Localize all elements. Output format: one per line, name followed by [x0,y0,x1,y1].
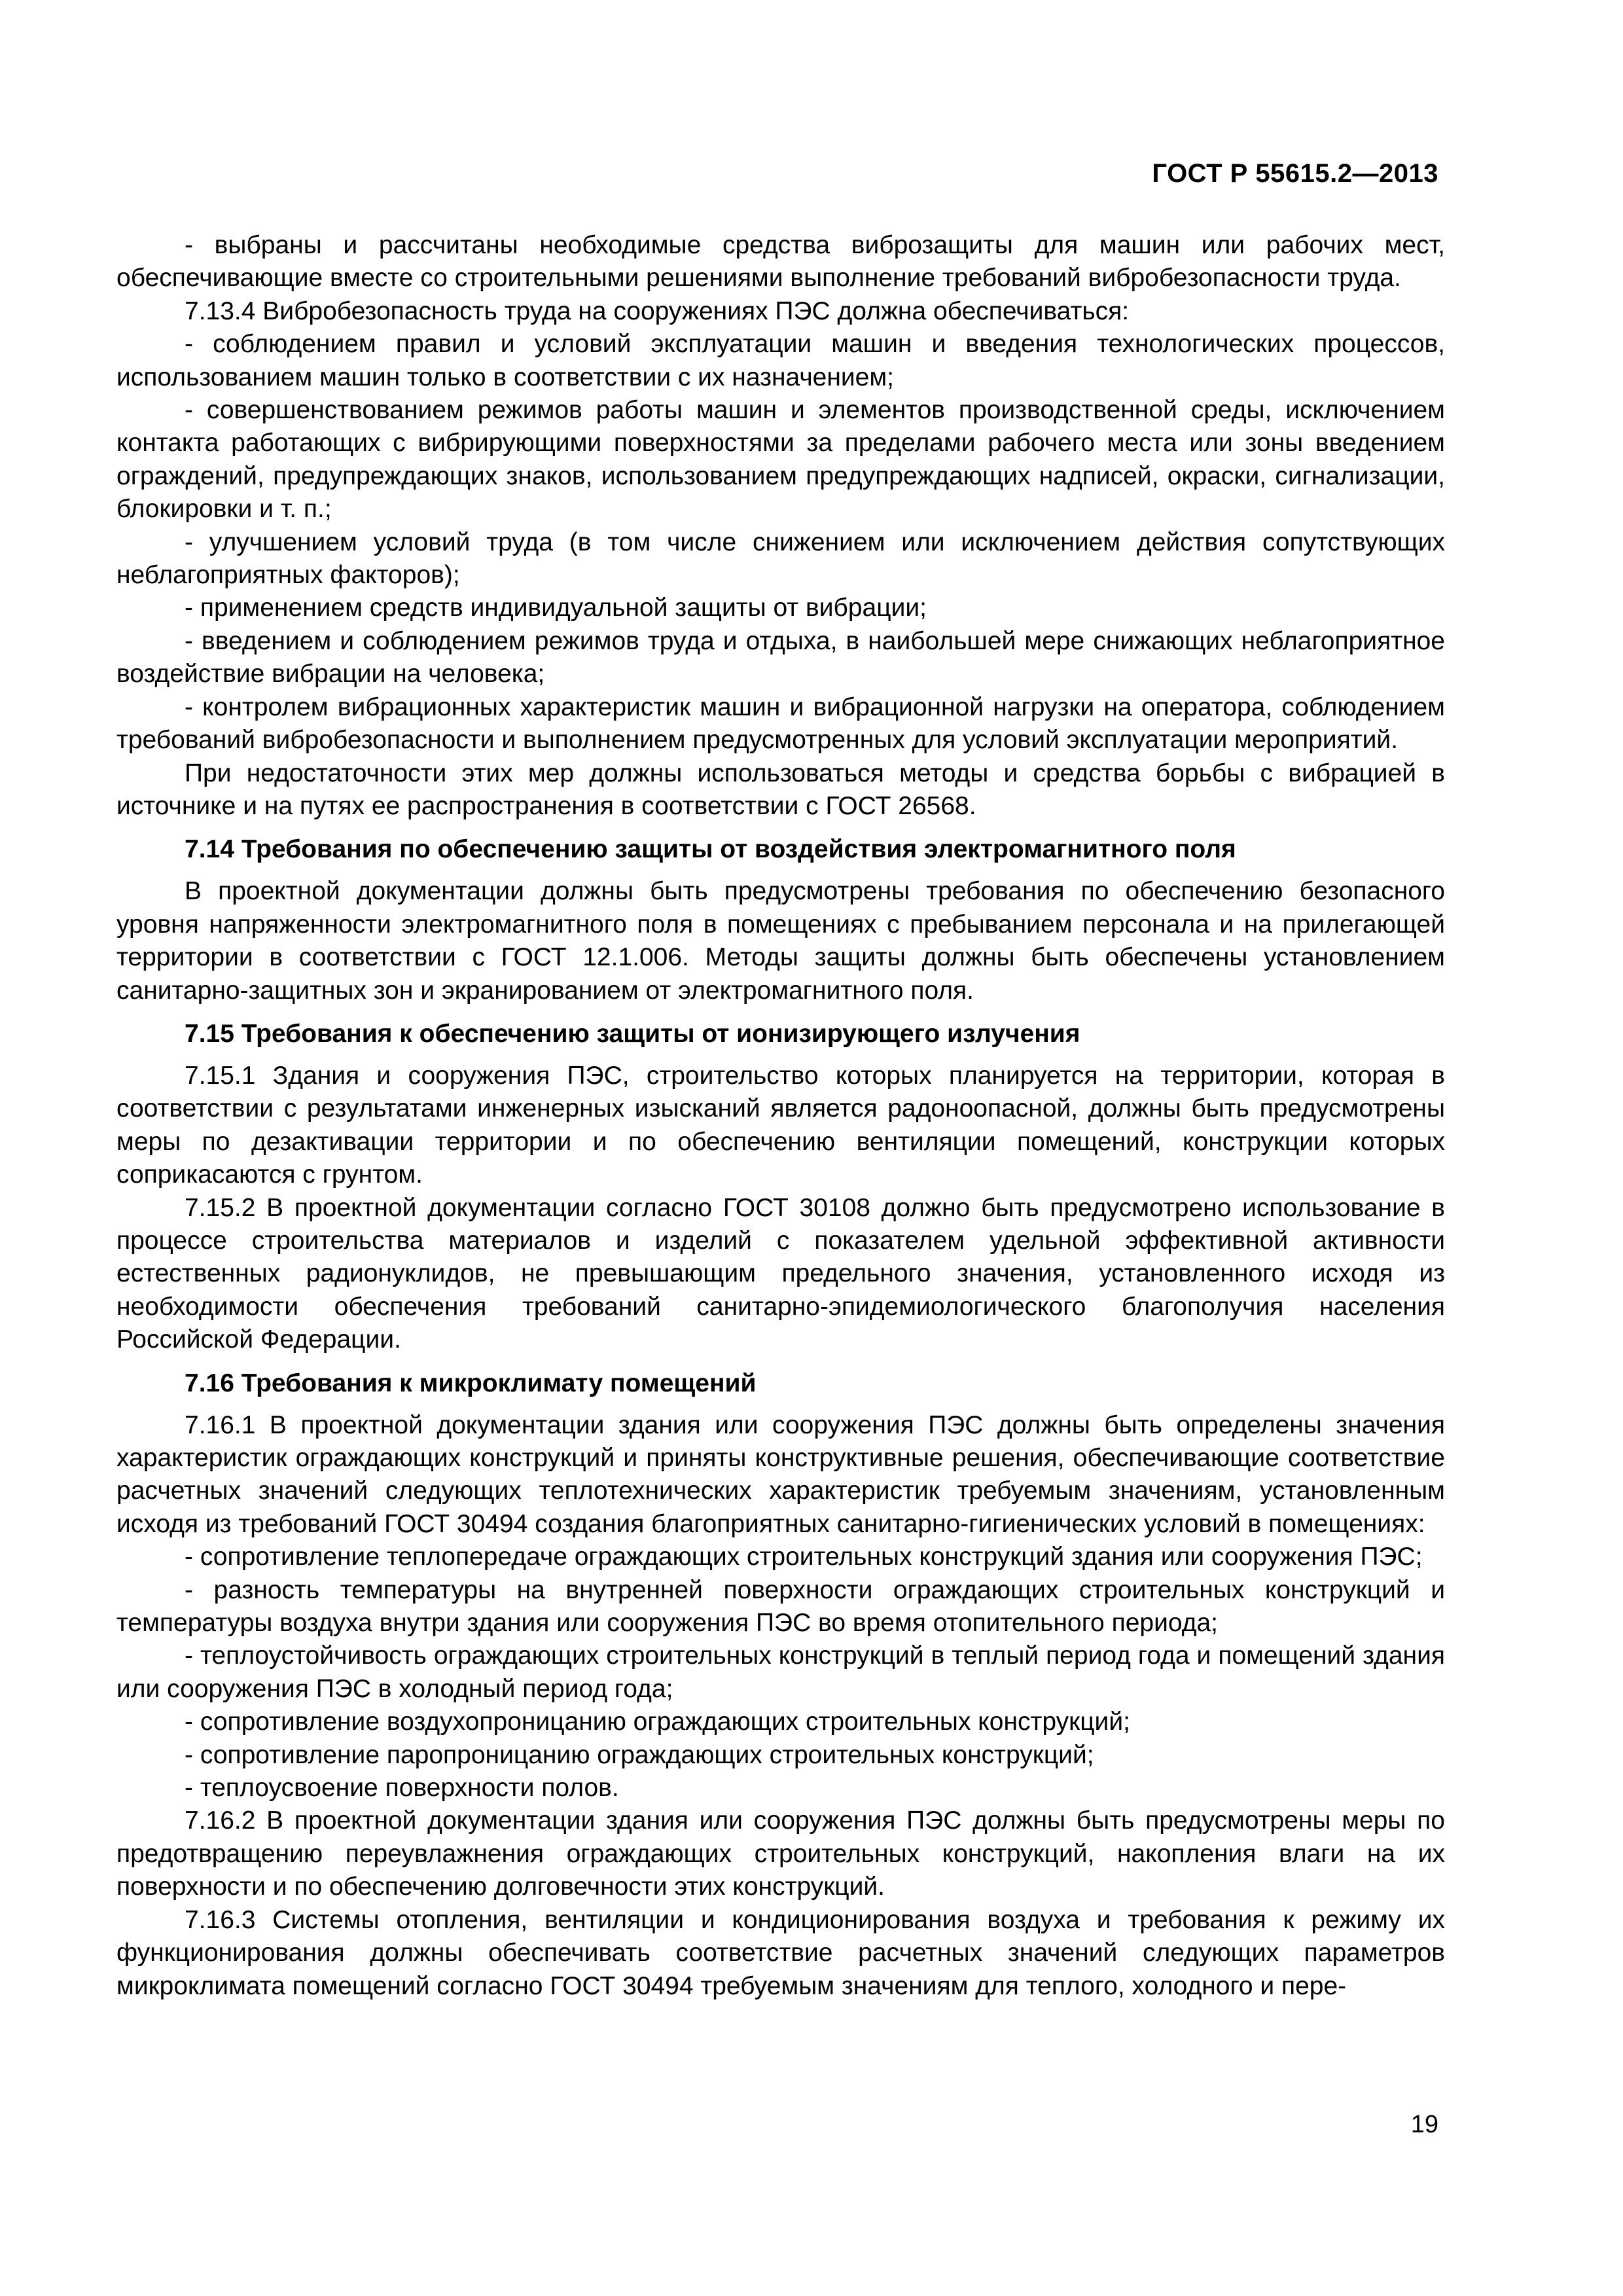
list-item: - применением средств индивидуальной защиты от вибрации; [185,594,927,622]
list-item: - введением и соблюдением режимов труда и отдыха, в наибольшей мере снижающих неблагоприятное воздействие вибрации на человека; [116,626,1445,689]
paragraph: 7.13.4 Вибробезопасность труда на сооружениях ПЭС должна обеспечиваться: [185,296,1130,325]
list-item: - разность температуры на внутренней поверхности ограждающих строительных конструкций и температуры воздуха внутри здания или сооружения ПЭС во время отопительного периода; [116,1575,1445,1638]
list-item: - сопротивление паропроницанию ограждающих строительных конструкций; [185,1740,1094,1769]
list-item: - сопротивление теплопередаче ограждающих строительных конструкций здания или сооружения ПЭС; [185,1543,1423,1571]
page-number: 19 [1410,2111,1438,2138]
list-item: - совершенствованием режимов работы машин и элементов производственной среды, исключением контакта работающих с вибрирующими поверхностями за пределами рабочего места или зоны введением ограждений, предупреждающих знаков, использованием предупреждающих надписей, окраски, сигнализации, блокировки и т. п.; [116,396,1445,524]
paragraph: 7.15.1 Здания и сооружения ПЭС, строительство которых планируется на территории, которая в соответствии с результатами инженерных изысканий является радоноопасной, должны быть предусмотрены меры по дезактивации территории и по обеспечению вентиляции помещений, конструкции которых соприкасаются с грунтом. [116,1061,1445,1189]
section-heading-7-15: 7.15 Требования к обеспечению защиты от ионизирующего излучения [185,1019,1080,1048]
list-item: - теплоусвоение поверхности полов. [185,1774,619,1803]
paragraph: 7.16.1 В проектной документации здания или сооружения ПЭС должны быть определены значения характеристик ограждающих конструкций и приняты конструктивные решения, обеспечивающие соответствие расчетных значений следующих теплотехнических характеристик требуемым значениям, установленным исходя из требований ГОСТ 30494 создания благоприятных санитарно-гигиенических условий в помещениях: [116,1410,1445,1538]
list-item: - улучшением условий труда (в том числе снижением или исключением действия сопутствующих неблагоприятных факторов); [116,528,1445,590]
section-heading-7-16: 7.16 Требования к микроклимату помещений [185,1369,757,1397]
list-item: - контролем вибрационных характеристик машин и вибрационной нагрузки на оператора, соблюдением требований вибробезопасности и выполнением предусмотренных для условий эксплуатации мероприятий. [116,692,1445,755]
paragraph: В проектной документации должны быть предусмотрены требования по обеспечению безопасного уровня напряженности электромагнитного поля в помещениях с пребыванием персонала и на прилегающей территории в соответствии с ГОСТ 12.1.006. Методы защиты должны быть обеспечены установлением санитарно-защитных зон и экранированием от электромагнитного поля. [116,877,1445,1005]
paragraph: - выбраны и рассчитаны необходимые средства виброзащиты для машин или рабочих мест, обеспечивающие вместе со строительными решениями выполнение требований вибробезопасности труда. [116,231,1445,293]
document-body [116,229,1445,2003]
paragraph: При недостаточности этих мер должны использоваться методы и средства борьбы с вибрацией в источнике и на путях ее распространения в соответствии с ГОСТ 26568. [116,759,1445,820]
paragraph: 7.15.2 В проектной документации согласно ГОСТ 30108 должно быть предусмотрено использование в процессе строительства материалов и изделий с показателем удельной эффективной активности естественных радионуклидов, не превышающим предельного значения, установленного исходя из необходимости обеспечения требований санитарно-эпидемиологического благополучия населения Российской Федерации. [116,1193,1445,1354]
list-item: - теплоустойчивость ограждающих строительных конструкций в теплый период года и помещений здания или сооружения ПЭС в холодный период года; [116,1641,1445,1703]
paragraph: 7.16.2 В проектной документации здания или сооружения ПЭС должны быть предусмотрены меры по предотвращению переувлажнения ограждающих строительных конструкций, накопления влаги на их поверхности и по обеспечению долговечности этих конструкций. [116,1806,1445,1901]
section-heading-7-14: 7.14 Требования по обеспечению защиты от воздействия электромагнитного поля [185,835,1236,864]
list-item: - сопротивление воздухопроницанию ограждающих строительных конструкций; [185,1708,1130,1736]
paragraph: 7.16.3 Системы отопления, вентиляции и кондиционирования воздуха и требования к режиму их функционирования должны обеспечивать соответствие расчетных значений следующих параметров микроклимата помещений согласно ГОСТ 30494 требуемым значениям для теплого, холодного и пере- [116,1905,1445,2000]
list-item: - соблюдением правил и условий эксплуатации машин и введения технологических процессов, использованием машин только в соответствии с их назначением; [116,330,1445,391]
document-header: ГОСТ Р 55615.2—2013 [1152,159,1438,188]
